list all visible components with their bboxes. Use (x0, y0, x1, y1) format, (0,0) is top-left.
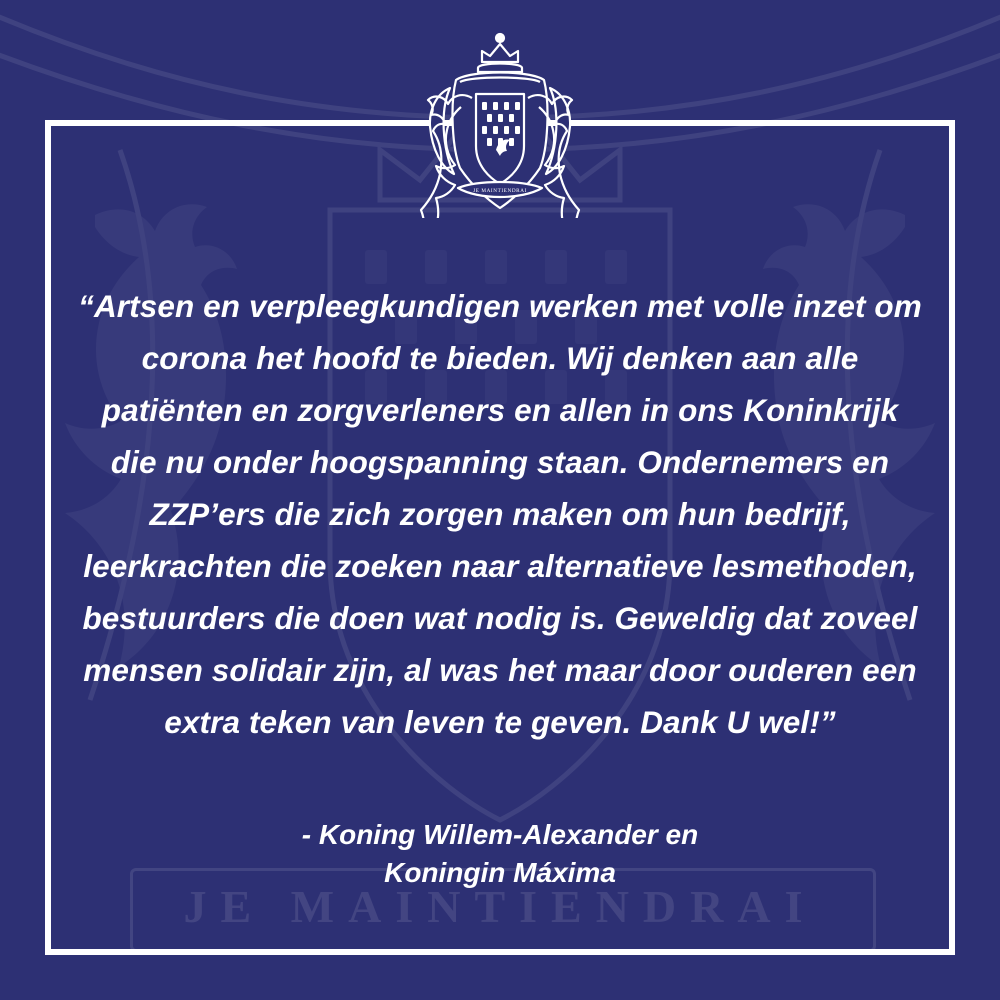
attribution-line-1: - Koning Willem-Alexander en (301, 819, 699, 850)
svg-text:JE MAINTIENDRAI: JE MAINTIENDRAI (473, 188, 527, 194)
attribution-line-2: Koningin Máxima (384, 857, 616, 888)
quote-content (70, 280, 930, 892)
motto-watermark-text: JE MAINTIENDRAI (183, 881, 817, 932)
royal-coat-of-arms-icon (400, 18, 600, 218)
quote-attribution (70, 816, 930, 892)
quote-text: “Artsen en verpleegkundigen werken met volle inzet om corona het hoofd te bieden. Wij denken aan alle patiënten en zorgverleners en allen in ons Koninkrijk die nu onder hoogspanning staan. Ondernemers en ZZP’ers die zich zorgen maken om hun bedrijf, leerkrachten die zoeken naar alternatieve lesmethoden, bestuurders die doen wat nodig is. Geweldig dat zoveel mensen solidair zijn, al was het maar door ouderen een extra teken van leven te geven. Dank U wel!” (78, 288, 922, 740)
